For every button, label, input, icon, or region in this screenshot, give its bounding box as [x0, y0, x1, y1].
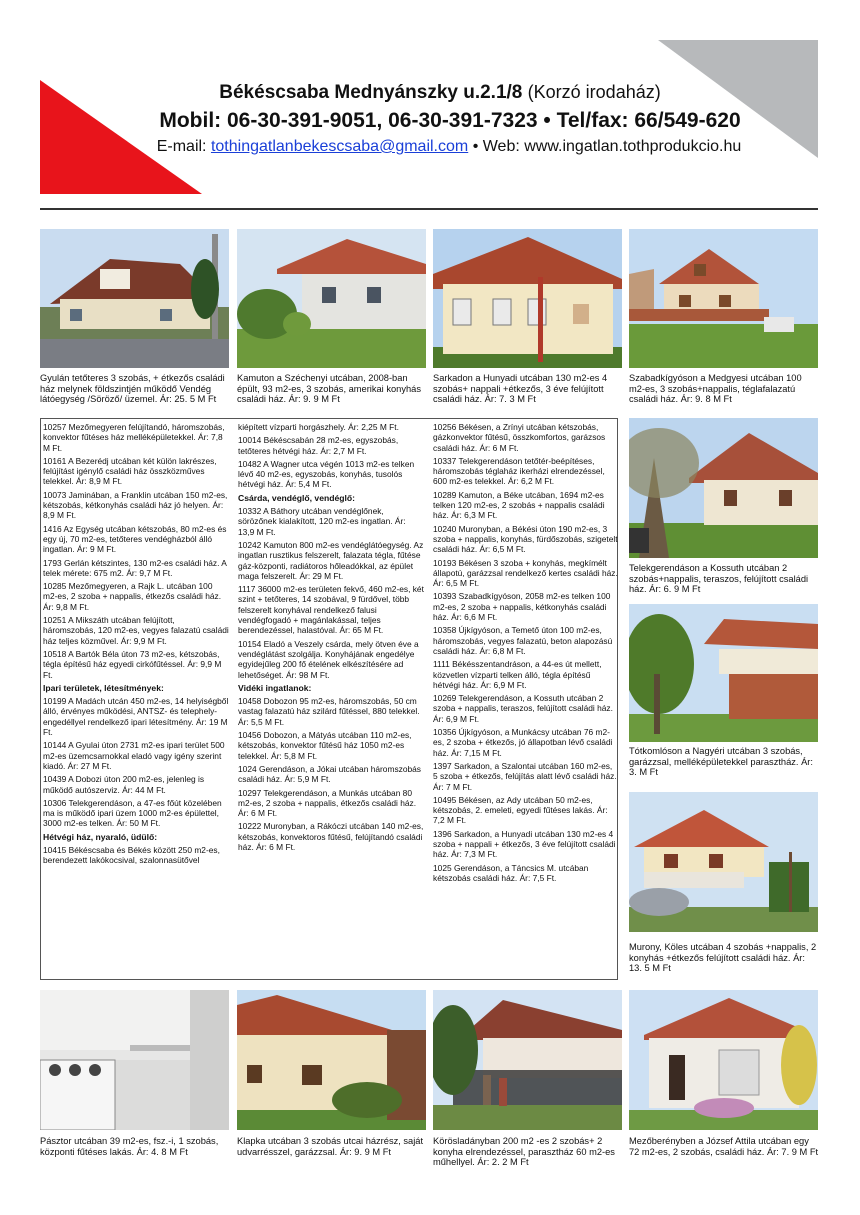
listing-entry: kiépített vízparti horgászhely. Ár: 2,25 M Ft. — [238, 422, 399, 432]
caption-szabadkigyos: Szabadkígyóson a Medgyesi utcában 100 m2-es, 3 szobás+nappalis, téglafalazatú családi ház. Ár: 9. 8 M Ft — [629, 373, 802, 405]
listing-entry: 10199 A Madách utcán 450 m2-es, 14 helyiségből álló, érvényes működési, ANTSZ- és telephely-engedéllyel rendelkező ipari létesítmény. Ár: 19 M Ft. — [43, 696, 229, 738]
caption-klapka: Klapka utcában 3 szobás utcai házrész, saját udvarrésszel, garázzsal. Ár: 9. 9 M Ft — [237, 1136, 424, 1157]
listing-entry: 10014 Békéscsabán 28 m2-es, egyszobás, tetőteres hétvégi ház. Ár: 2,7 M Ft. — [238, 435, 399, 456]
listing-entry: 1117 36000 m2-es területen fekvő, 460 m2-es, két szint + tetőteres, 14 szobával, 9 fürdővel, több felszerelt konyhával rendelkező falusi vendégfogadó + magánlakással, teljes berendezéssel, halastóval. Ár: 65 M Ft. — [238, 584, 424, 636]
listings-column-2 — [238, 422, 424, 855]
caption-gyula: Gyulán tetőteres 3 szobás, + étkezős családi ház melynek földszintjén működő Vendég látóegység /Söröző/ üzemel. Ár: 25. 5 M Ft — [40, 373, 225, 405]
listing-entry: 10222 Muronyban, a Rákóczi utcában 140 m2-es, kétszobás, konvektoros fűtésű, felújítandó családi ház. Ár: 6 M Ft. — [238, 821, 424, 852]
listing-entry: 10458 Dobozon 95 m2-es, háromszobás, 50 cm vastag falazatú ház szilárd fűtéssel, 880 telekkel. Ár: 5,5 M Ft. — [238, 696, 420, 727]
listing-entry: 10415 Békéscsaba és Békés között 250 m2-es, berendezett lakókocsival, szalonnasütővel — [43, 844, 220, 866]
listing-entry: 10393 Szabadkígyóson, 2058 m2-es telken 100 m2-es, 2 szoba + nappalis, kétkonyhás családi ház. Ár: 6,6 M Ft. — [433, 591, 611, 623]
listing-entry: 10161 A Bezerédj utcában két külön lakrészes, felújítást igénylő családi ház összközműves telekkel. Ár: 8,9 M Ft. — [43, 455, 217, 487]
caption-sarkad: Sarkadon a Hunyadi utcában 130 m2-es 4 szobás+ nappali +étkezős, 3 éve felújított családi ház. Ár: 7. 3 M Ft — [433, 373, 608, 405]
property-photo-szabadkigyos — [629, 229, 818, 368]
listing-section-heading: Vidéki ingatlanok: — [238, 682, 312, 693]
listings-column-3 — [433, 422, 619, 886]
caption-kamut: Kamuton a Széchenyi utcában, 2008-ban épült, 93 m2-es, 3 szobás, amerikai konyhás családi ház. Ár: 9. 9 M Ft — [237, 373, 421, 405]
property-photo-sarkad — [433, 229, 622, 368]
header-divider — [40, 208, 818, 210]
listing-entry: 10257 Mezőmegyeren felújítandó, háromszobás, konvektor fűtéses ház melléképületekkel. Ár: 7,8 M Ft. — [43, 422, 225, 453]
listing-entry: 1024 Gerendáson, a Jókai utcában háromszobás családi ház. Ár: 5,9 M Ft. — [238, 763, 421, 785]
listing-entry: 10289 Kamuton, a Béke utcában, 1694 m2-es telken 120 m2-es, 2 szobás + nappalis családi ház. Ár: 6,3 M Ft. — [433, 489, 605, 521]
listing-entry: 10332 A Báthory utcában vendéglőnek, sörözőnek kialakított, 120 m2-es ingatlan. Ár: 13,9 M Ft. — [238, 506, 406, 537]
office-address — [0, 82, 860, 104]
property-photo-kamut — [237, 229, 426, 368]
address-building: (Korzó irodaház) — [527, 82, 661, 102]
address-text: Békéscsaba Mednyánszky u.2.1/8 — [219, 82, 523, 103]
email-link[interactable]: tothingatlanbekescsaba@gmail.com — [210, 138, 469, 155]
listing-entry: 10240 Muronyban, a Békési úton 190 m2-es, 3 szoba + nappalis, konyhás, fürdőszobás, szigetelt családi ház. Ár: 6,5 M Ft. — [433, 523, 618, 555]
property-photo-murony — [629, 792, 818, 932]
phone-numbers: Mobil: 06-30-391-9051, 06-30-391-7323 • Tel/fax: 66/549-620 — [159, 109, 741, 132]
caption-koroskladany: Körösladányban 200 m2 -es 2 szobás+ 2 konyha elrendezéssel, parasztház 60 m2-es műhellyel. Ár: 2. 2 M Ft — [433, 1136, 615, 1168]
listing-entry: 10242 Kamuton 800 m2-es vendéglátóegység. Az ingatlan rusztikus felszerelt, falazata tégla, fűtése gáz-központi, radiátoros hőleadókkal, az épület maga felszerelt. Ár: 29 M Ft. — [238, 539, 424, 581]
property-photo-klapka — [237, 990, 426, 1130]
listing-entry: 10297 Telekgerendáson, a Munkás utcában 80 m2-es, 2 szoba + nappalis, étkezős családi ház. Ár: 6 M Ft. — [238, 787, 417, 819]
listing-entry: 1793 Gerlán kétszintes, 130 m2-es családi ház. A telek mérete: 675 m2. Ár: 9,7 M Ft. — [43, 557, 227, 578]
listing-entry: 10256 Békésen, a Zrínyi utcában kétszobás, gázkonvektor fűtésű, összkomfortos, garázsos családi ház. Ár: 6 M Ft. — [433, 422, 606, 453]
property-photo-totkomlos — [629, 604, 818, 742]
caption-telekgerendas: Telekgerendáson a Kossuth utcában 2 szobás+nappalis, teraszos, felújított családi ház. Ár: 6. 9 M Ft — [629, 563, 809, 595]
listing-entry: 10482 A Wagner utca végén 1013 m2-es telken lévő 40 m2-es, egyszobás, konyhás, tusolós hétvégi ház. Ár: 5,4 M Ft. — [238, 458, 415, 490]
listing-entry: 10193 Békésen 3 szoba + konyhás, megkímélt állapotú, garázzsal rendelkező kertes családi ház. Ár: 6,5 M Ft. — [433, 557, 618, 589]
listing-entry: 1396 Sarkadon, a Hunyadi utcában 130 m2-es 4 szoba + nappali + étkezős, 3 éve felújított családi ház. Ár: 7,3 M Ft. — [433, 828, 616, 860]
listing-entry: 1397 Sarkadon, a Szalontai utcában 160 m2-es, 5 szoba + étkezős, felújítás alatt lévő családi ház. Ár: 7 M Ft. — [433, 760, 617, 792]
listing-entry: 10285 Mezőmegyeren, a Rajk L. utcában 100 m2-es, 2 szoba + nappalis, étkezős családi ház. Ár: 9,8 M Ft. — [43, 581, 222, 612]
listing-entry: 10337 Telekgerendáson tetőtér-beépítéses, háromszobás téglaház ikerházi elrendezéssel, 600 m2-es telekkel. Ár: 6,2 M Ft. — [433, 455, 605, 487]
listing-section-heading: Csárda, vendéglő, vendéglő: — [238, 492, 355, 503]
listing-entry: 10495 Békésen, az Ady utcában 50 m2-es, kétszobás, 2. emeleti, egyedi fűtéses lakás. Ár: 7,2 M Ft. — [433, 794, 608, 826]
listing-section-heading: Hétvégi ház, nyaraló, üdülő: — [43, 831, 158, 842]
listing-entry: 1025 Gerendáson, a Táncsics M. utcában kétszobás családi ház. Ár: 7,5 Ft. — [433, 862, 589, 883]
listings-column-1 — [43, 422, 229, 869]
listing-entry: 10144 A Gyulai úton 2731 m2-es ipari terület 500 m2-es üzemcsarnokkal eladó vagy igény szerint kiadó. Ár: 27 M Ft. — [43, 740, 225, 771]
web-address: • Web: www.ingatlan.tothprodukcio.hu — [472, 138, 742, 155]
caption-totkomlos: Tótkomlóson a Nagyéri utcában 3 szobás, garázzsal, melléképületekkel parasztház. Ár: 3. M Ft — [629, 746, 813, 778]
property-photo-koroskladany — [433, 990, 622, 1130]
listing-entry: 10269 Telekgerendáson, a Kossuth utcában 2 szoba + nappalis, teraszos, felújított családi ház. Ár: 6,9 M Ft. — [433, 693, 613, 724]
property-photo-telekgerendas — [629, 418, 818, 558]
property-photo-mezobereny — [629, 990, 818, 1130]
email-label: E-mail: — [156, 138, 207, 155]
listing-entry: 10518 A Bartók Béla úton 73 m2-es, kétszobás, tégla építésű ház egyedi cirkófűtéssel. Ár: 9,9 M Ft. — [43, 648, 222, 680]
listing-entry: 10154 Eladó a Veszely csárda, mely ötven éve a vendéglátást szolgálja. Konyhájának engedélye egyidejűleg 200 fő ételének elkészítésére ad lehetőséget. Ár: 98 M Ft. — [238, 638, 419, 680]
contact-line — [0, 138, 860, 156]
listing-entry: 1111 Békésszentandráson, a 44-es út mellett, közvetlen vízparti telken álló, tégla építésű hétvégi ház. Ár: 6,9 M Ft. — [433, 659, 602, 690]
caption-mezobereny: Mezőberényben a József Attila utcában egy 72 m2-es, 2 szobás, családi ház. Ár: 7. 9 M Ft — [629, 1136, 819, 1157]
property-photo-gyula — [40, 229, 229, 368]
listing-entry: 1416 Az Egység utcában kétszobás, 80 m2-es és egy új, 70 m2-es, tetőteres vendégházból álló ingatlan. Ár: 9 M Ft. — [43, 523, 227, 555]
caption-pasztor: Pásztor utcában 39 m2-es, fsz.-i, 1 szobás, központi fűtéses lakás. Ár: 4. 8 M Ft — [40, 1136, 219, 1157]
listing-section-heading: Ipari területek, létesítmények: — [43, 682, 164, 693]
listing-entry: 10439 A Dobozi úton 200 m2-es, jelenleg is működő autószerviz. Ár: 44 M Ft. — [43, 774, 205, 795]
listing-entry: 10356 Újkígyóson, a Munkácsy utcában 76 m2-es, 2 szoba + étkezős, jó állapotban lévő családi ház. Ár: 7,15 M Ft. — [433, 727, 613, 758]
caption-murony: Murony, Köles utcában 4 szobás +nappalis, 2 konyhás +étkezős felújított családi ház. Ár: 13. 5 M Ft — [629, 942, 817, 974]
listing-entry: 10358 Újkígyóson, a Temető úton 100 m2-es, háromszobás, vegyes falazatú, beton alapozású családi ház. Ár: 6,8 M Ft. — [433, 625, 613, 656]
listing-entry: 10251 A Mikszáth utcában felújított, háromszobás, 120 m2-es, vegyes falazatú családi ház teljes közművel. Ár: 9,9 M Ft. — [43, 615, 229, 646]
listing-entry: 10073 Jaminában, a Franklin utcában 150 m2-es, kétszobás, kétkonyhás családi ház jó helyen. Ár: 8,9 M Ft. — [43, 489, 228, 521]
property-photo-pasztor — [40, 990, 229, 1130]
listing-entry: 10306 Telekgerendáson, a 47-es főút közelében ma is működő ipari üzem 1000 m2-es épülettel, 3000 m2-es telken. Ár: 50 M Ft. — [43, 797, 222, 829]
listing-entry: 10456 Dobozon, a Mátyás utcában 110 m2-es, kétszobás, konvektor fűtésű ház 1050 m2-es telekkel. Ár: 5,8 M Ft. — [238, 730, 412, 761]
